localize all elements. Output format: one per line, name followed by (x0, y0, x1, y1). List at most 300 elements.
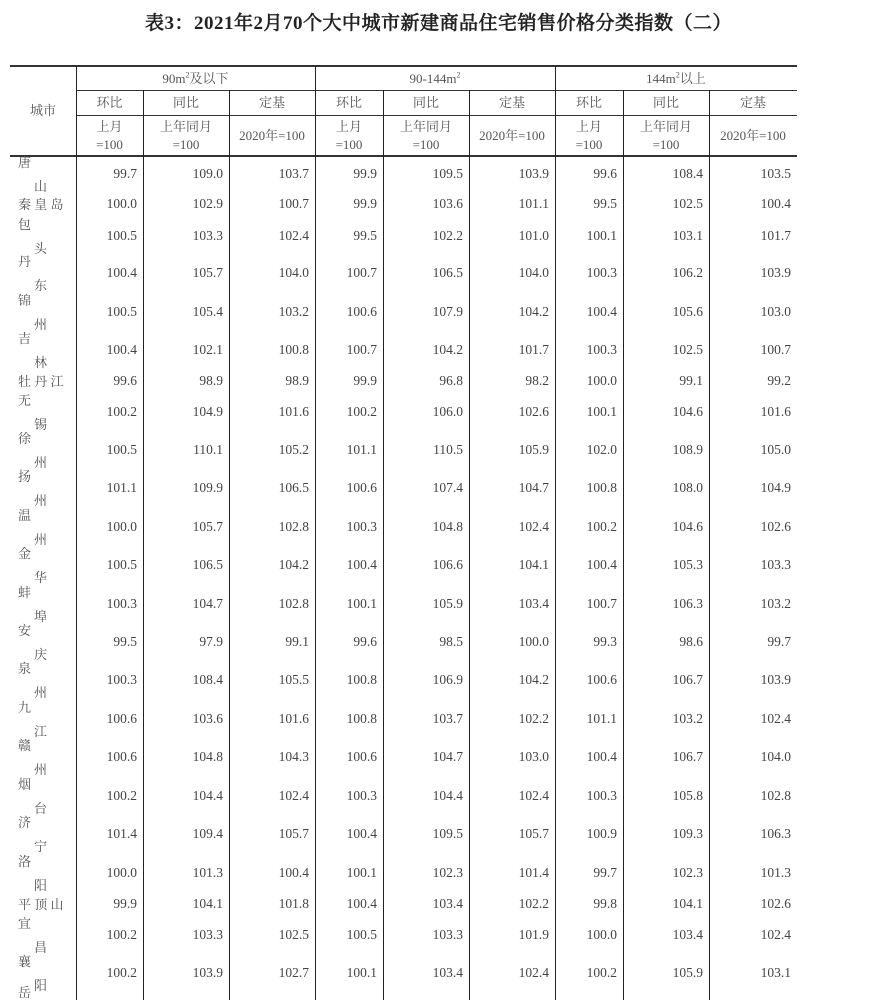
index-value: 109.3 (672, 826, 703, 841)
index-value: 96.8 (439, 373, 463, 388)
city-name (18, 217, 74, 256)
index-value: 107.4 (432, 480, 463, 495)
index-value: 100.8 (346, 672, 377, 687)
index-value: 99.6 (113, 373, 137, 388)
index-value: 100.1 (586, 404, 617, 419)
index-value: 106.6 (432, 557, 463, 572)
index-value: 99.7 (593, 865, 617, 880)
index-value: 100.3 (106, 672, 137, 687)
city-char: 九 (18, 700, 32, 715)
index-value: 110.1 (193, 442, 223, 457)
index-value: 105.7 (518, 826, 549, 841)
index-value: 101.1 (106, 480, 137, 495)
city-char: 宁 (34, 839, 48, 854)
index-value: 105.7 (192, 265, 223, 280)
index-value: 103.5 (760, 166, 791, 181)
index-value: 102.4 (278, 788, 309, 803)
sub-header-base: 定基 (739, 95, 766, 110)
index-value: 105.3 (672, 557, 703, 572)
group-suffix: 及以下 (189, 71, 229, 86)
index-value: 100.6 (106, 749, 137, 764)
city-char: 赣 (18, 738, 32, 753)
city-char: 台 (34, 801, 48, 816)
base-label-line2: =100 (652, 137, 680, 152)
index-value: 107.9 (432, 304, 463, 319)
index-value: 100.1 (586, 228, 617, 243)
index-value: 103.9 (760, 265, 791, 280)
base-label-line1: 上月 (96, 119, 123, 134)
city-char: 泉 (18, 661, 32, 676)
index-value: 104.8 (432, 519, 463, 534)
index-value: 104.3 (278, 749, 309, 764)
city-name (18, 393, 74, 432)
base-label: 2020年=100 (239, 128, 305, 143)
sub-header-mom: 环比 (335, 95, 362, 110)
index-value: 110.5 (433, 442, 463, 457)
index-value: 104.1 (192, 896, 223, 911)
base-label-line1: 上月 (575, 119, 602, 134)
index-value: 104.0 (278, 265, 309, 280)
city-char: 秦 皇 岛 (18, 197, 64, 212)
group-label: 90m (162, 71, 186, 86)
index-value: 102.3 (672, 865, 703, 880)
index-value: 100.4 (586, 304, 617, 319)
index-value: 104.2 (518, 304, 549, 319)
city-char: 无 (18, 393, 32, 408)
index-value: 104.6 (672, 404, 703, 419)
index-value: 105.2 (278, 442, 309, 457)
superscript: 2 (456, 70, 461, 80)
index-value: 100.1 (346, 865, 377, 880)
index-value: 100.0 (106, 519, 137, 534)
index-value: 101.6 (278, 711, 309, 726)
header-bottom-rule (10, 155, 797, 157)
index-value: 105.9 (672, 965, 703, 980)
index-value: 101.6 (760, 404, 791, 419)
base-label-line2: =100 (335, 137, 363, 152)
index-value: 100.2 (106, 404, 137, 419)
index-value: 101.0 (518, 228, 549, 243)
base-label: 2020年=100 (720, 128, 786, 143)
sub-header-mom: 环比 (575, 95, 602, 110)
index-value: 102.8 (278, 519, 309, 534)
index-value: 100.2 (106, 788, 137, 803)
sub-header-yoy: 同比 (412, 95, 439, 110)
index-value: 101.3 (760, 865, 791, 880)
index-value: 100.5 (106, 228, 137, 243)
index-value: 103.2 (760, 596, 791, 611)
page-title: 表3：2021年2月70个大中城市新建商品住宅销售价格分类指数（二） (144, 13, 732, 34)
index-value: 102.6 (760, 519, 791, 534)
index-value: 103.4 (432, 965, 463, 980)
index-value: 100.5 (346, 927, 377, 942)
city-name (18, 585, 74, 624)
index-value: 100.9 (586, 826, 617, 841)
base-label-line1: 上年同月 (159, 119, 212, 134)
city-char: 州 (34, 685, 48, 700)
sub-header-base: 定基 (258, 95, 285, 110)
index-value: 101.7 (518, 342, 549, 357)
index-value: 104.7 (518, 480, 549, 495)
index-value: 100.3 (346, 519, 377, 534)
index-value: 100.2 (106, 927, 137, 942)
index-value: 100.4 (106, 342, 137, 357)
sub-header-mom: 环比 (96, 95, 123, 110)
index-value: 104.2 (518, 672, 549, 687)
index-value: 102.1 (192, 342, 223, 357)
city-char: 岳 (18, 985, 32, 1000)
index-value: 103.4 (432, 896, 463, 911)
city-char: 山 (34, 179, 48, 194)
index-value: 104.8 (192, 749, 223, 764)
index-value: 104.7 (432, 749, 463, 764)
index-value: 101.1 (518, 196, 549, 211)
index-value: 100.4 (346, 557, 377, 572)
index-value: 98.9 (199, 373, 223, 388)
index-value: 101.8 (278, 896, 309, 911)
index-value: 106.7 (672, 672, 703, 687)
index-value: 103.3 (432, 927, 463, 942)
city-char: 温 (18, 508, 32, 523)
base-label: 2020年=100 (479, 128, 545, 143)
city-char: 林 (34, 355, 48, 370)
index-value: 100.3 (106, 596, 137, 611)
index-value: 103.6 (192, 711, 223, 726)
sub-header-rule (76, 115, 797, 116)
index-value: 99.3 (593, 634, 617, 649)
city-char: 包 (18, 217, 32, 232)
index-value: 100.7 (586, 596, 617, 611)
index-value: 102.4 (760, 927, 791, 942)
index-value: 103.4 (518, 596, 549, 611)
city-char: 锦 (18, 293, 32, 308)
index-value: 100.0 (586, 927, 617, 942)
index-value: 102.0 (586, 442, 617, 457)
base-label-line2: =100 (172, 137, 200, 152)
index-value: 99.5 (353, 228, 377, 243)
index-value: 100.0 (106, 196, 137, 211)
index-value: 101.4 (518, 865, 549, 880)
city-char: 州 (34, 493, 48, 508)
base-label-line1: 上年同月 (399, 119, 452, 134)
sub-header-yoy: 同比 (652, 95, 679, 110)
group-header-3 (555, 69, 797, 88)
index-value: 102.4 (518, 519, 549, 534)
index-value: 102.6 (760, 896, 791, 911)
base-label-line2: =100 (96, 137, 123, 152)
index-value: 103.2 (672, 711, 703, 726)
index-value: 99.9 (353, 373, 377, 388)
city-name (18, 508, 74, 547)
index-value: 100.8 (278, 342, 309, 357)
index-value: 100.3 (586, 342, 617, 357)
index-value: 106.5 (432, 265, 463, 280)
group-label: 144m (646, 71, 676, 86)
index-value: 99.6 (353, 634, 377, 649)
index-value: 104.9 (760, 480, 791, 495)
index-value: 99.5 (113, 634, 137, 649)
index-value: 100.5 (106, 442, 137, 457)
index-value: 102.9 (192, 196, 223, 211)
index-value: 99.1 (285, 634, 309, 649)
city-char: 州 (34, 455, 48, 470)
index-value: 100.4 (346, 826, 377, 841)
index-value: 104.4 (192, 788, 223, 803)
index-value: 99.7 (767, 634, 791, 649)
index-value: 103.4 (672, 927, 703, 942)
index-value: 102.7 (278, 965, 309, 980)
index-value: 103.9 (192, 965, 223, 980)
index-value: 108.9 (672, 442, 703, 457)
city-char: 扬 (18, 469, 32, 484)
index-value: 106.9 (432, 672, 463, 687)
index-value: 100.5 (106, 557, 137, 572)
sub-header-yoy: 同比 (172, 95, 199, 110)
index-value: 98.6 (679, 634, 703, 649)
index-value: 109.4 (192, 826, 223, 841)
city-char: 蚌 (18, 585, 32, 600)
index-value: 104.0 (760, 749, 791, 764)
column-divider (383, 90, 384, 1000)
city-char: 锡 (34, 417, 48, 432)
city-char: 头 (34, 241, 48, 256)
group-header-rule (76, 90, 797, 91)
city-char: 徐 (18, 431, 32, 446)
index-value: 98.9 (285, 373, 309, 388)
index-value: 105.4 (192, 304, 223, 319)
index-value: 102.5 (278, 927, 309, 942)
index-value: 109.0 (192, 166, 223, 181)
index-value: 100.7 (346, 342, 377, 357)
index-value: 100.5 (106, 304, 137, 319)
index-value: 104.6 (672, 519, 703, 534)
city-char: 江 (34, 724, 48, 739)
index-value: 101.3 (192, 865, 223, 880)
index-value: 103.7 (432, 711, 463, 726)
index-value: 106.3 (672, 596, 703, 611)
group-label: 90-144m (409, 71, 457, 86)
index-value: 100.7 (278, 196, 309, 211)
index-value: 100.2 (586, 519, 617, 534)
group-header-1 (76, 69, 315, 88)
city-char: 金 (18, 546, 32, 561)
index-value: 103.3 (192, 228, 223, 243)
city-char: 济 (18, 815, 32, 830)
city-char: 襄 (18, 954, 32, 969)
index-value: 100.6 (346, 304, 377, 319)
index-value: 105.0 (760, 442, 791, 457)
city-char: 州 (34, 762, 48, 777)
index-value: 104.1 (672, 896, 703, 911)
city-name (18, 374, 74, 389)
index-value: 98.2 (525, 373, 549, 388)
index-value: 100.2 (346, 404, 377, 419)
index-value: 105.6 (672, 304, 703, 319)
index-value: 102.4 (518, 965, 549, 980)
city-name (18, 331, 74, 370)
index-value: 100.1 (346, 965, 377, 980)
index-value: 100.3 (586, 265, 617, 280)
city-name (18, 985, 74, 1000)
index-value: 101.7 (760, 228, 791, 243)
index-value: 100.6 (346, 480, 377, 495)
index-value: 99.6 (593, 166, 617, 181)
index-value: 106.5 (192, 557, 223, 572)
index-value: 100.2 (586, 965, 617, 980)
index-value: 108.0 (672, 480, 703, 495)
index-value: 102.4 (760, 711, 791, 726)
city-name (18, 815, 74, 854)
index-value: 100.6 (586, 672, 617, 687)
city-name (18, 661, 74, 700)
index-value: 103.6 (432, 196, 463, 211)
city-char: 平 顶 山 (18, 897, 64, 912)
index-value: 105.8 (672, 788, 703, 803)
index-value: 102.5 (672, 342, 703, 357)
city-char: 庆 (34, 647, 48, 662)
city-char: 阳 (34, 978, 48, 993)
superscript: 2 (675, 70, 680, 80)
city-char: 昌 (34, 940, 48, 955)
city-name (18, 546, 74, 585)
city-name (18, 897, 74, 912)
index-value: 100.3 (346, 788, 377, 803)
superscript: 2 (185, 70, 190, 80)
city-char: 华 (34, 570, 48, 585)
index-value: 105.7 (192, 519, 223, 534)
index-value: 104.1 (518, 557, 549, 572)
index-value: 102.3 (432, 865, 463, 880)
index-value: 101.9 (518, 927, 549, 942)
city-name (18, 254, 74, 293)
index-value: 103.0 (518, 749, 549, 764)
index-value: 100.8 (586, 480, 617, 495)
group-header-2 (315, 69, 555, 88)
index-value: 106.5 (278, 480, 309, 495)
index-value: 102.8 (278, 596, 309, 611)
index-value: 99.1 (679, 373, 703, 388)
city-char: 唐 (18, 155, 32, 170)
index-value: 102.4 (518, 788, 549, 803)
index-value: 102.6 (518, 404, 549, 419)
index-value: 101.1 (346, 442, 377, 457)
index-value: 104.9 (192, 404, 223, 419)
index-value: 103.7 (278, 166, 309, 181)
column-divider (229, 90, 230, 1000)
base-label-line2: =100 (575, 137, 603, 152)
column-divider (709, 90, 710, 1000)
index-value: 109.5 (432, 826, 463, 841)
index-value: 105.9 (432, 596, 463, 611)
index-value: 109.9 (192, 480, 223, 495)
index-value: 100.4 (106, 265, 137, 280)
city-name (18, 155, 74, 194)
city-name (18, 431, 74, 470)
city-char: 洛 (18, 854, 32, 869)
index-value: 100.6 (106, 711, 137, 726)
city-name (18, 469, 74, 508)
index-value: 100.4 (760, 196, 791, 211)
city-char: 烟 (18, 777, 32, 792)
city-char: 阳 (34, 878, 48, 893)
city-char: 丹 (18, 254, 32, 269)
index-value: 103.3 (192, 927, 223, 942)
index-value: 99.2 (767, 373, 791, 388)
index-value: 104.0 (518, 265, 549, 280)
index-value: 97.9 (199, 634, 223, 649)
base-label-line1: 上年同月 (639, 119, 692, 134)
index-value: 104.4 (432, 788, 463, 803)
index-value: 103.2 (278, 304, 309, 319)
city-name (18, 777, 74, 816)
column-divider (623, 90, 624, 1000)
city-char: 吉 (18, 331, 32, 346)
index-value: 100.4 (278, 865, 309, 880)
index-value: 103.9 (760, 672, 791, 687)
index-value: 105.7 (278, 826, 309, 841)
index-value: 102.2 (518, 711, 549, 726)
sub-header-base: 定基 (498, 95, 525, 110)
city-char: 州 (34, 532, 48, 547)
city-name (18, 700, 74, 739)
index-value: 100.0 (518, 634, 549, 649)
index-value: 100.4 (346, 896, 377, 911)
index-value: 108.4 (192, 672, 223, 687)
index-value: 101.6 (278, 404, 309, 419)
index-value: 101.4 (106, 826, 137, 841)
index-value: 100.7 (346, 265, 377, 280)
index-value: 102.8 (760, 788, 791, 803)
index-value: 100.4 (586, 557, 617, 572)
index-value: 104.2 (278, 557, 309, 572)
index-value: 102.4 (278, 228, 309, 243)
city-name (18, 293, 74, 332)
base-label-line1: 上月 (335, 119, 362, 134)
city-char: 州 (34, 317, 48, 332)
city-name (18, 916, 74, 955)
index-value: 100.3 (586, 788, 617, 803)
index-value: 101.1 (586, 711, 617, 726)
index-value: 100.4 (586, 749, 617, 764)
index-value: 99.8 (593, 896, 617, 911)
index-value: 103.9 (518, 166, 549, 181)
index-value: 100.6 (346, 749, 377, 764)
index-value: 103.3 (760, 557, 791, 572)
index-value: 104.2 (432, 342, 463, 357)
city-name (18, 854, 74, 893)
index-value: 99.7 (113, 166, 137, 181)
top-rule (10, 65, 797, 67)
city-name (18, 738, 74, 777)
index-value: 100.1 (346, 596, 377, 611)
city-char: 安 (18, 623, 32, 638)
city-header: 城市 (29, 103, 56, 118)
base-label-line2: =100 (412, 137, 440, 152)
city-char: 埠 (34, 609, 48, 624)
index-value: 105.5 (278, 672, 309, 687)
index-value: 106.2 (672, 265, 703, 280)
index-value: 99.9 (353, 166, 377, 181)
index-value: 100.2 (106, 965, 137, 980)
index-value: 102.5 (672, 196, 703, 211)
index-value: 103.0 (760, 304, 791, 319)
index-value: 99.5 (593, 196, 617, 211)
index-value: 105.9 (518, 442, 549, 457)
index-value: 103.1 (672, 228, 703, 243)
column-divider (143, 90, 144, 1000)
group-suffix: 以上 (679, 71, 706, 86)
city-char: 牡 丹 江 (18, 374, 64, 389)
